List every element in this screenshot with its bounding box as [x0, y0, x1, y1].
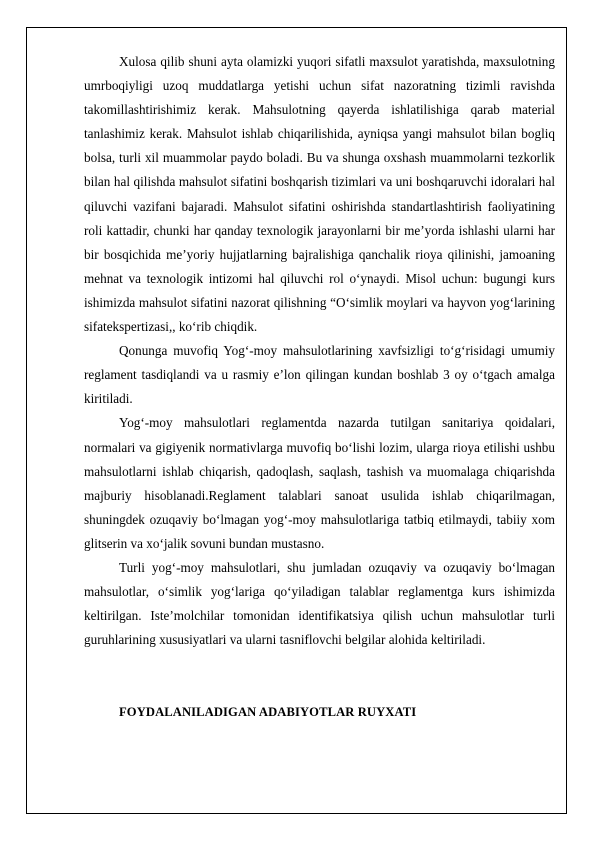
spacer: [84, 676, 555, 700]
paragraph-regulation: Yog‘-moy mahsulotlari reglamentda nazarda tutilgan sanitariya qoidalari, normalari va gigiyenik normativlarga muvofiq bo‘lishi lozim, ularga rioya etilishi ushbu mahsulotlarni ishlab chiqarish, qadoqlash, saqlash, tashish va muomalaga chiqarishda majburiy hisoblanadi.Reglament talablari sanoat usulida ishlab chiqarilmagan, shuningdek ozuqaviy bo‘lmagan yog‘-moy mahsulotlariga tatbiq etilmaydi, tabiiy xom glitserin va xo‘jalik sovuni bundan mustasno.: [84, 415, 555, 551]
document-body: [84, 50, 555, 724]
references-heading: FOYDALANILADIGAN ADABIYOTLAR RUYXATI: [119, 705, 417, 720]
paragraph-law: Qonunga muvofiq Yog‘-moy mahsulotlarining xavfsizligi to‘g‘risidagi umumiy reglament tasdiqlandi va u rasmiy e’lon qilingan kundan boshlab 3 oy o‘tgach amalga kiritiladi.: [84, 343, 555, 407]
spacer: [84, 652, 555, 676]
paragraph-products: Turli yog‘-moy mahsulotlari, shu jumladan ozuqaviy va ozuqaviy bo‘lmagan mahsulotlar, o‘simlik yog‘lariga qo‘yiladigan talablar reglamentga kurs ishimizda keltirilgan. Iste’molchilar tomonidan identifikatsiya qilish uchun mahsulotlar turli guruhlarining xususiyatlari va ularni tasniflovchi belgilar alohida keltiriladi.: [84, 559, 555, 648]
paragraph-conclusion: Xulosa qilib shuni ayta olamizki yuqori sifatli maxsulot yaratishda, maxsulotning umrboqiyligi uzoq muddatlarga yetishi uchun sifat nazoratning tizimli ravishda takomillashtirishimiz kerak. Mahsulotning qayerda ishlatilishiga qarab material tanlashimiz kerak. Mahsulot ishlab chiqarilishida, ayniqsa yangi mahsulot bilan bogliq bolsa, turli xil muammolar paydo boladi. Bu va shunga oxshash muammolarni tezkorlik bilan hal qilishda mahsulot sifatini boshqarish tizimlari va uni boshqaruvchi idoralari hal qiluvchi vazifani bajaradi. Mahsulot sifatini oshirishda standartlashtirish faoliyatining roli kattadir, chunki har qanday texnologik jarayonlarni bir me’yorda ishlashi ularni har bir bosqichida me’yoriy hujjatlarning bajralishiga qanchalik rioya qilinishi, jamoaning mehnat va texnologik intizomi hal qiluvchi rol o‘ynaydi. Misol uchun: bugungi kurs ishimizda mahsulot sifatini nazorat qilishning “O‘simlik moylari va hayvon yog‘larining sifatekspertizasi,, ko‘rib chiqdik.: [84, 54, 555, 335]
